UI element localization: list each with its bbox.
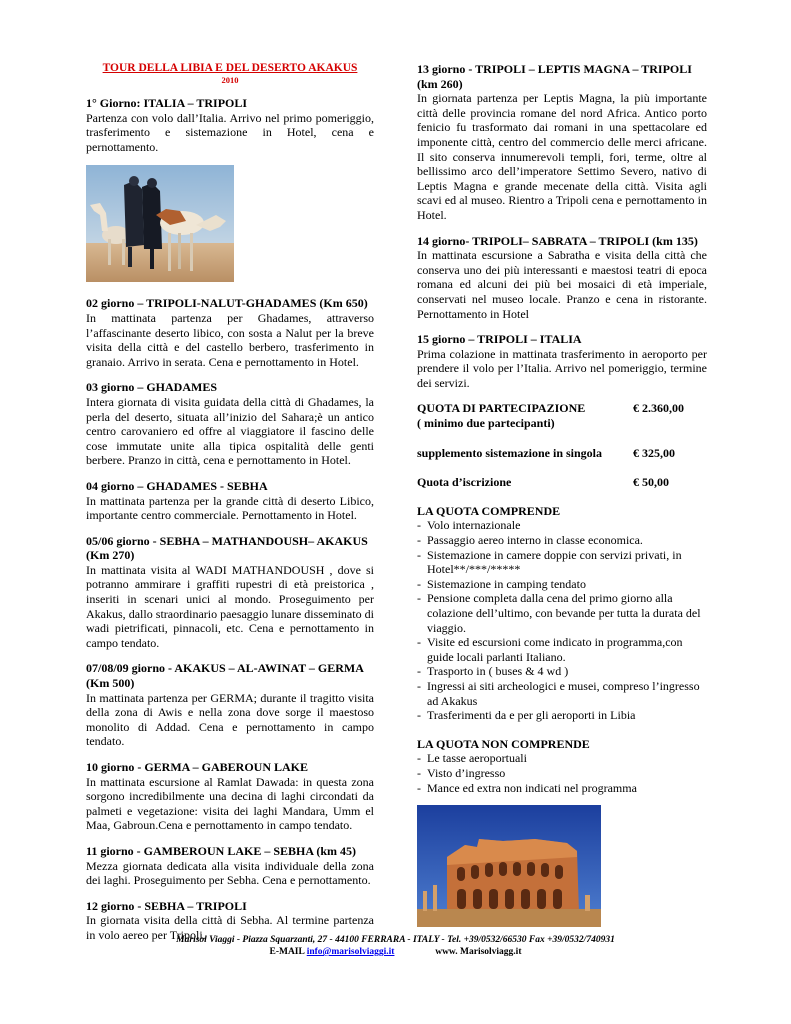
day-block: [86, 296, 374, 369]
iscrizione-value: € 50,00: [633, 475, 669, 490]
day-title: 02 giorno – TRIPOLI-NALUT-GHADAMES (Km 650): [86, 296, 368, 311]
single-supplement-label: supplemento sistemazione in singola: [417, 445, 603, 460]
day-title: 04 giorno – GHADAMES - SEBHA: [86, 478, 268, 493]
day-text: In mattinata escursione a Sabratha e visita della città che conserva uno dei più interessanti e maestosi teatri di epoca romana ed alcuni dei più bei mosaici di età imperiale, conservati nel museo locale. Pranzo e cena in ristorante. Pernottamento in Hotel: [417, 248, 707, 321]
day-block: [417, 234, 707, 322]
day-title: 05/06 giorno - SEBHA – MATHANDOUSH– AKAKUS (Km 270): [86, 533, 368, 563]
day-text: In mattinata partenza per la grande città di deserto Libico, importante centro commerciale. Pernottamento in Hotel.: [86, 493, 374, 523]
price-table: [417, 401, 689, 489]
day-block: [86, 661, 374, 749]
excluded-title: LA QUOTA NON COMPRENDE: [417, 736, 590, 751]
day-block: [86, 479, 374, 523]
list-item: - Trasporto in ( buses & 4 wd ): [417, 664, 707, 679]
single-supplement-value: € 325,00: [633, 445, 675, 460]
day-title: 15 giorno – TRIPOLI – ITALIA: [417, 332, 582, 347]
iscrizione-label: Quota d’iscrizione: [417, 475, 512, 490]
day-block: [86, 96, 374, 154]
list-item: - Ingressi ai siti archeologici e musei, compreso l’ingresso ad Akakus: [417, 679, 707, 708]
included-title: LA QUOTA COMPRENDE: [417, 503, 561, 518]
email-link[interactable]: info@marisolviaggi.it: [306, 947, 395, 957]
list-item: - Passaggio aereo interno in classe economica.: [417, 533, 707, 548]
day-text: In mattinata partenza per GERMA; durante il tragitto visita della zona di Awis e nella zona dove sorge il maestoso monolito di Addad. Cena e pernottamento in campo tendato.: [86, 690, 374, 749]
day-text: Intera giornata di visita guidata della città di Ghadames, la perla del deserto, situata all’inizio del Sahara;è un antico centro carovaniero ed offre al viaggiatore il fascino delle cose immutate unite alla tipica ospitalità delle genti berbere. Pranzo in città, cena e pernottamento in Hotel.: [86, 394, 374, 468]
excluded-list: [417, 751, 707, 795]
day-title: 03 giorno – GHADAMES: [86, 380, 218, 395]
list-item: - Pensione completa dalla cena del primo giorno alla colazione dell’ultimo, con bevande per tutta la durata del viaggio.: [417, 591, 707, 635]
day-block: [86, 844, 374, 888]
right-column: [417, 62, 707, 941]
list-item: - Trasferimenti da e per gli aeroporti in Libia: [417, 708, 707, 723]
day-title: 11 giorno - GAMBEROUN LAKE – SEBHA (km 45): [86, 843, 357, 858]
list-item: - Sistemazione in camping tendato: [417, 577, 707, 592]
left-column: [86, 62, 374, 954]
document-title: TOUR DELLA LIBIA E DEL DESERTO AKAKUS: [102, 62, 358, 74]
list-item: - Mance ed extra non indicati nel programma: [417, 781, 707, 796]
list-item: - Volo internazionale: [417, 518, 707, 533]
day-title: 13 giorno - TRIPOLI – LEPTIS MAGNA – TRIPOLI (km 260): [417, 62, 692, 91]
footer: [0, 934, 791, 958]
website-text: www. Marisolviagg.it: [435, 947, 522, 957]
included-list: [417, 518, 707, 722]
camel-riders-photo: [86, 165, 234, 282]
day-title: 12 giorno - SEBHA – TRIPOLI: [86, 898, 247, 913]
list-item: - Visite ed escursioni come indicato in programma,con guide locali parlanti Italiano.: [417, 635, 707, 664]
day-title: 1° Giorno: ITALIA – TRIPOLI: [86, 96, 248, 110]
day-text: In mattinata escursione al Ramlat Dawada: in questa zona sorgono incredibilmente una decina di laghi circondati da palmeti e vegetazione: visita dei laghi Mandara, Umm el Maa, Gabroun.Cena e pernottamento in campo tendato.: [86, 774, 374, 833]
day-block: [417, 62, 707, 223]
day-title: 10 giorno - GERMA – GABEROUN LAKE: [86, 760, 309, 774]
day-block: [417, 332, 707, 390]
day-text: In mattinata partenza per Ghadames, attraverso l’affascinante deserto libico, con sosta a Nalut per la breve visita della città e del castello berbero, trasferimento in granaio. Arrivo in serata. Cena e pernottamento in Hotel.: [86, 310, 374, 369]
day-block: [86, 380, 374, 468]
email-label: E-MAIL: [269, 947, 305, 957]
list-item: - Le tasse aeroportuali: [417, 751, 707, 766]
footer-contacts: [0, 946, 791, 958]
footer-address: Marisol Viaggi - Piazza Squarzanti, 27 - 44100 FERRARA - ITALY - Tel. +39/0532/66530 Fax +39/0532/740931: [176, 935, 615, 945]
day-title: 07/08/09 giorno - AKAKUS – AL-AWINAT – GERMA (Km 500): [86, 661, 364, 691]
day-text: Partenza con volo dall’Italia. Arrivo nel primo pomeriggio, trasferimento e sistemazione in Hotel, cena e pernottamento.: [86, 110, 374, 154]
list-item: - Sistemazione in camere doppie con servizi privati, in Hotel**/***/*****: [417, 548, 707, 577]
list-item: - Visto d’ingresso: [417, 766, 707, 781]
day-text: In mattinata visita al WADI MATHANDOUSH , dove si potranno ammirare i graffiti rupestri di età preistorica , inseriti in scenari unici al mondo. Proseguimento per Akakus, dallo straordinario paesaggio lunare disseminato di wadi pietrificati, pinnacoli, etc. Cena e pernottamento in campo tendato.: [86, 562, 374, 650]
day-block: [86, 760, 374, 833]
day-text: In giornata partenza per Leptis Magna, la più importante città delle provincia romane del nord Africa. Antico porto fenicio fu trasformato dai romani in una spettacolare ed imponente città, centro del commercio delle merci africane. Il sito conserva innumerevoli templi, fori, terme, oltre al bellissimo arco dell’imperatore Settimo Severo, nativo di Leptis Magna e grande mecenate della città. Visita agli scavi ed al museo. Rientro a Tripoli cena e pernottamento in Hotel.: [417, 91, 707, 222]
quota-value: € 2.360,00: [633, 401, 684, 416]
day-text: In giornata visita della città di Sebha. Al termine partenza in volo aereo per Tripoli.: [86, 913, 374, 942]
quota-note: ( minimo due partecipanti): [417, 416, 555, 431]
day-title: 14 giorno- TRIPOLI– SABRATA – TRIPOLI (km 135): [417, 233, 698, 248]
document-year: 2010: [221, 75, 239, 85]
day-text: Mezza giornata dedicata alla visita individuale della zona dei laghi. Proseguimento per Sebha. Cena e pernottamento.: [86, 858, 374, 888]
roman-theatre-photo: [417, 805, 601, 927]
quota-label: QUOTA DI PARTECIPAZIONE: [417, 401, 586, 416]
day-text: Prima colazione in mattinata trasferimento in aeroporto per prendere il volo per l’Italia. Arrivo nel pomeriggio, termine dei servizi.: [417, 346, 707, 390]
day-block: [86, 534, 374, 651]
